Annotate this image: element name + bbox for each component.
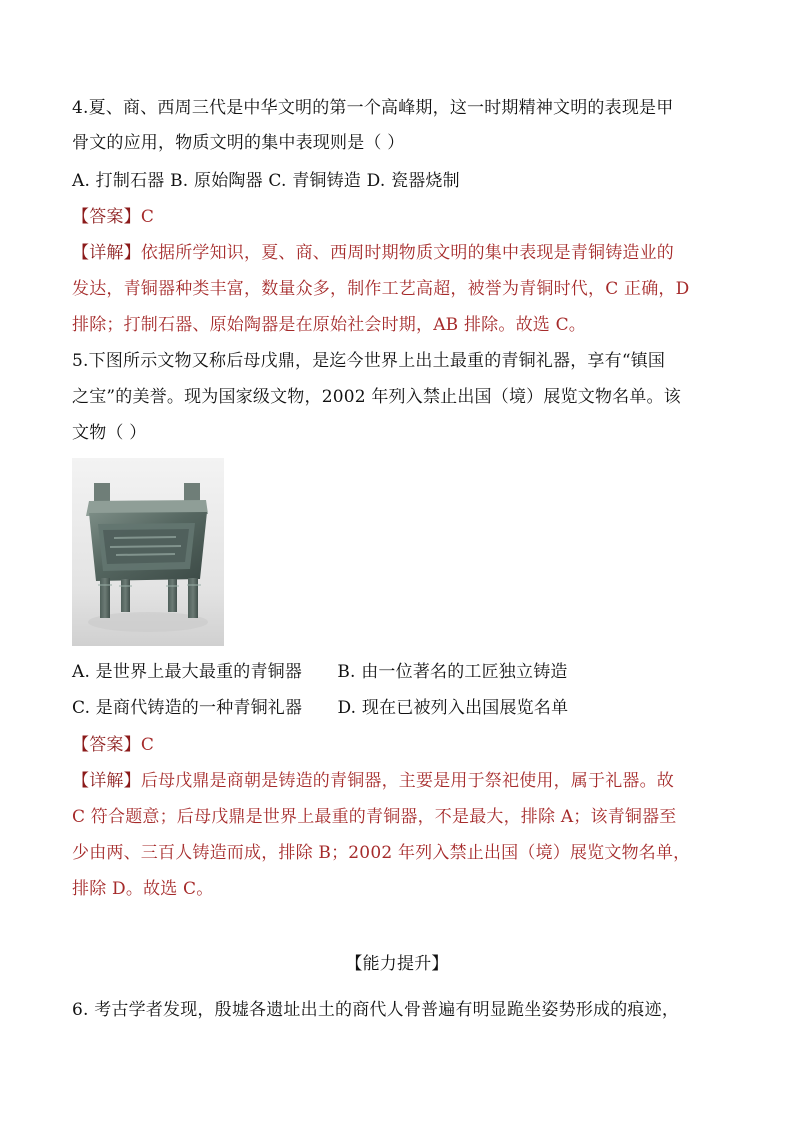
bronze-ding-illustration <box>72 458 224 646</box>
q6-stem-line-1: 6. 考古学者发现，殷墟各遗址出土的商代人骨普遍有明显跪坐姿势形成的痕迹， <box>72 1000 680 1020</box>
q4-detail-line-1 <box>72 241 732 265</box>
q4-stem-line-2: 骨文的应用，物质文明的集中表现则是（ ） <box>72 133 405 153</box>
q4-options: A. 打制石器 B. 原始陶器 C. 青铜铸造 D. 瓷器烧制 <box>72 171 460 191</box>
q5-detail-text-1: 后母戊鼎是商朝是铸造的青铜器，主要是用于祭祀使用，属于礼器。故 <box>140 771 675 791</box>
q5-option-b: B. 由一位著名的工匠独立铸造 <box>337 662 568 682</box>
q5-options-row-2 <box>72 696 732 720</box>
q4-stem-line-1: 4.夏、商、西周三代是中华文明的第一个高峰期，这一时期精神文明的表现是甲 <box>72 98 674 118</box>
q5-stem-line-1: 5.下图所示文物又称后母戊鼎，是迄今世界上出土最重的青铜礼器，享有“镇国 <box>72 351 666 371</box>
q5-stem-line-3: 文物（ ） <box>72 423 147 443</box>
q4-detail-line-2: 发达，青铜器种类丰富，数量众多，制作工艺高超，被誉为青铜时代，C 正确，D <box>72 279 690 299</box>
bronze-ding-photo <box>72 458 224 646</box>
q4-detail-line-3: 排除；打制石器、原始陶器是在原始社会时期，AB 排除。故选 C。 <box>72 315 586 335</box>
q5-stem-line-2: 之宝”的美誉。现为国家级文物，2002 年列入禁止出国（境）展览文物名单。该 <box>72 387 681 407</box>
q5-detail-line-1 <box>72 769 732 793</box>
q5-options-row-1 <box>72 660 732 684</box>
q4-answer-label: 【答案】 <box>72 207 141 227</box>
q5-detail-label: 【详解】 <box>72 771 141 791</box>
q5-detail-line-3: 少由两、三百人铸造而成，排除 B；2002 年列入禁止出国（境）展览文物名单， <box>72 843 691 863</box>
q5-detail-line-2: C 符合题意；后母戊鼎是世界上最重的青铜器，不是最大，排除 A；该青铜器至 <box>72 807 677 827</box>
q4-detail-text-1: 依据所学知识，夏、商、西周时期物质文明的集中表现是青铜铸造业的 <box>140 243 675 263</box>
q5-answer <box>72 733 732 757</box>
q5-answer-value: C <box>140 735 155 755</box>
section-title: 【能力提升】 <box>345 954 449 974</box>
q5-option-a: A. 是世界上最大最重的青铜器 <box>72 662 303 682</box>
q4-answer <box>72 205 732 229</box>
q5-answer-label: 【答案】 <box>72 735 141 755</box>
q5-option-d: D. 现在已被列入出国展览名单 <box>337 698 569 718</box>
q5-option-c: C. 是商代铸造的一种青铜礼器 <box>72 698 303 718</box>
q5-detail-line-4: 排除 D。故选 C。 <box>72 879 214 899</box>
q4-detail-label: 【详解】 <box>72 243 141 263</box>
q4-answer-value: C <box>140 207 155 227</box>
